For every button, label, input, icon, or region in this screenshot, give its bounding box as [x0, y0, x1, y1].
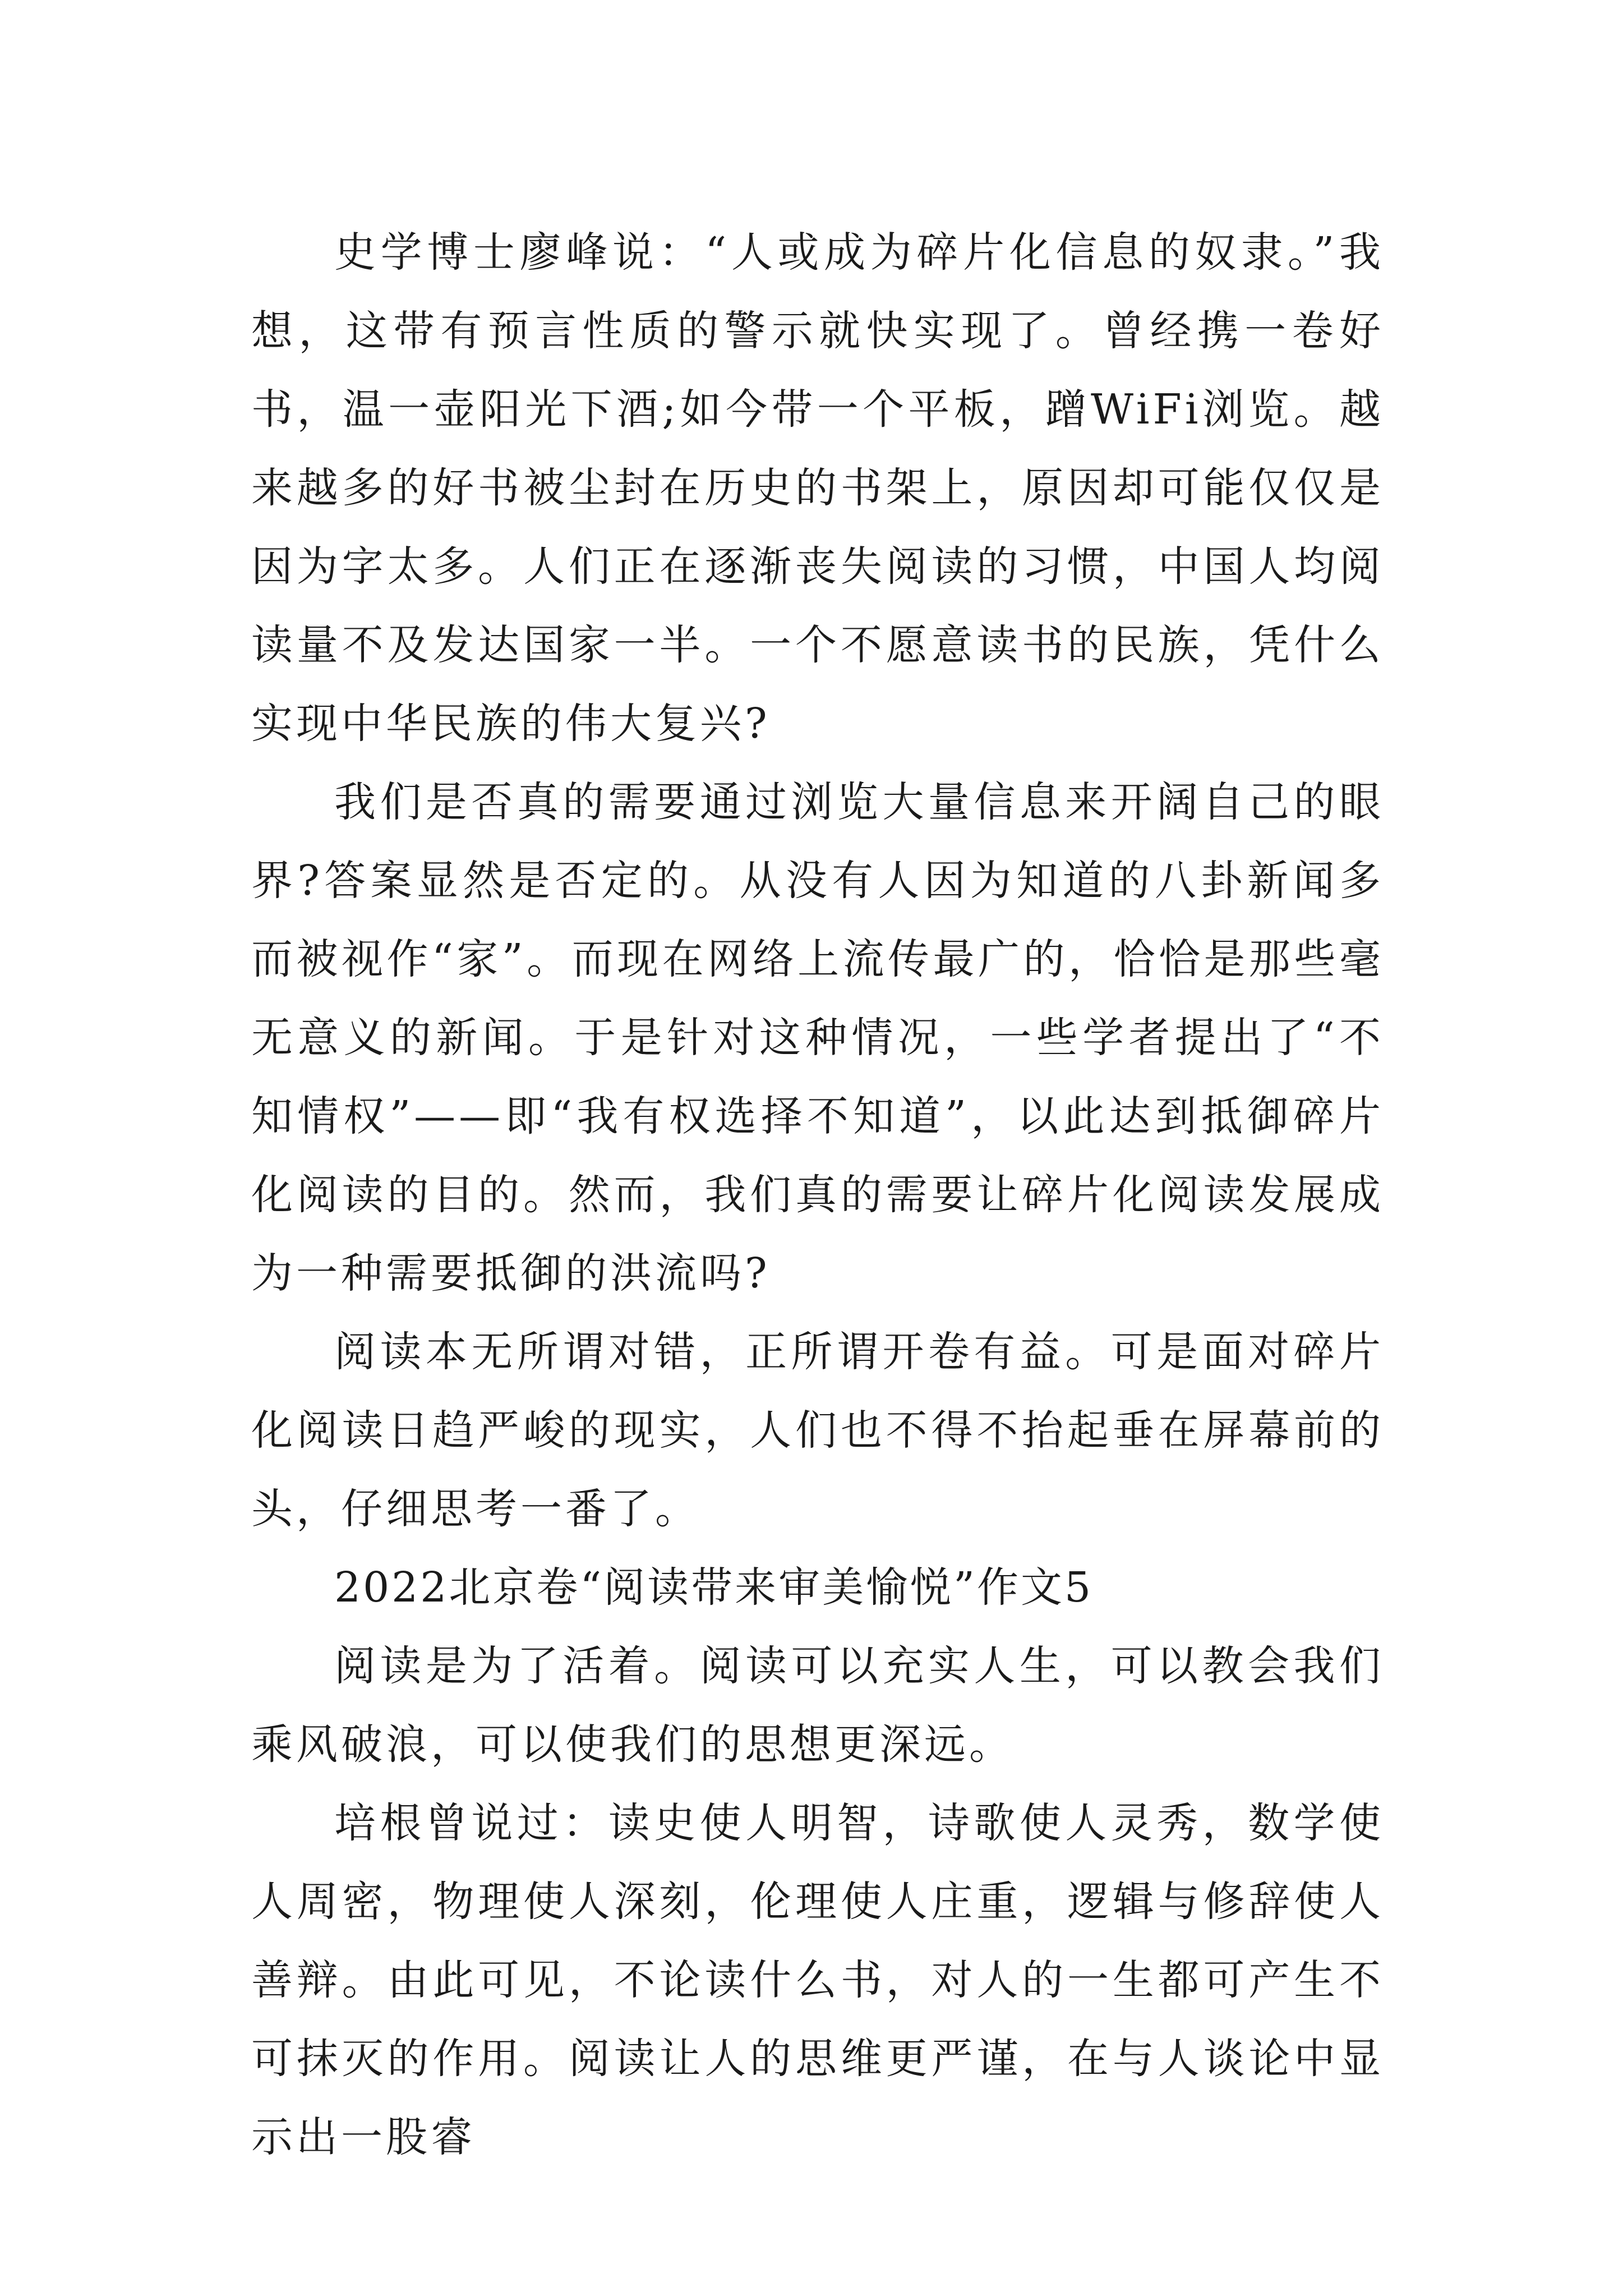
paragraph-2: 我们是否真的需要通过浏览大量信息来开阔自己的眼界?答案显然是否定的。从没有人因为知道的八卦新闻多而被视作“家”。而现在网络上流传最广的，恰恰是那些毫无意义的新闻。于是针对这种情况，一些学者提出了“不知情权”——即“我有权选择不知道”，以此达到抵御碎片化阅读的目的。然而，我们真的需要让碎片化阅读发展成为一种需要抵御的洪流吗?	[251, 778, 1384, 1297]
paragraph-1: 史学博士廖峰说：“人或成为碎片化信息的奴隶。”我想，这带有预言性质的警示就快实现了。曾经携一卷好书，温一壶阳光下酒;如今带一个平板，蹭WiFi浏览。越来越多的好书被尘封在历史的书架上，原因却可能仅仅是因为字太多。人们正在逐渐丧失阅读的习惯，中国人均阅读量不及发达国家一半。一个不愿意读书的民族，凭什么实现中华民族的伟大复兴?	[251, 228, 1384, 748]
essay-heading: 2022北京卷“阅读带来审美愉悦”作文5	[334, 1563, 1094, 1612]
paragraph-5: 培根曾说过：读史使人明智，诗歌使人灵秀，数学使人周密，物理使人深刻，伦理使人庄重，逻辑与修辞使人善辩。由此可见，不论读什么书，对人的一生都可产生不可抹灭的作用。阅读让人的思维更严谨，在与人谈论中显示出一股睿	[251, 1799, 1384, 2161]
paragraph-4: 阅读是为了活着。阅读可以充实人生，可以教会我们乘风破浪，可以使我们的思想更深远。	[251, 1642, 1384, 1769]
paragraph-3: 阅读本无所谓对错，正所谓开卷有益。可是面对碎片化阅读日趋严峻的现实，人们也不得不抬起垂在屏幕前的头，仔细思考一番了。	[251, 1328, 1384, 1533]
document-body	[251, 213, 1384, 2177]
